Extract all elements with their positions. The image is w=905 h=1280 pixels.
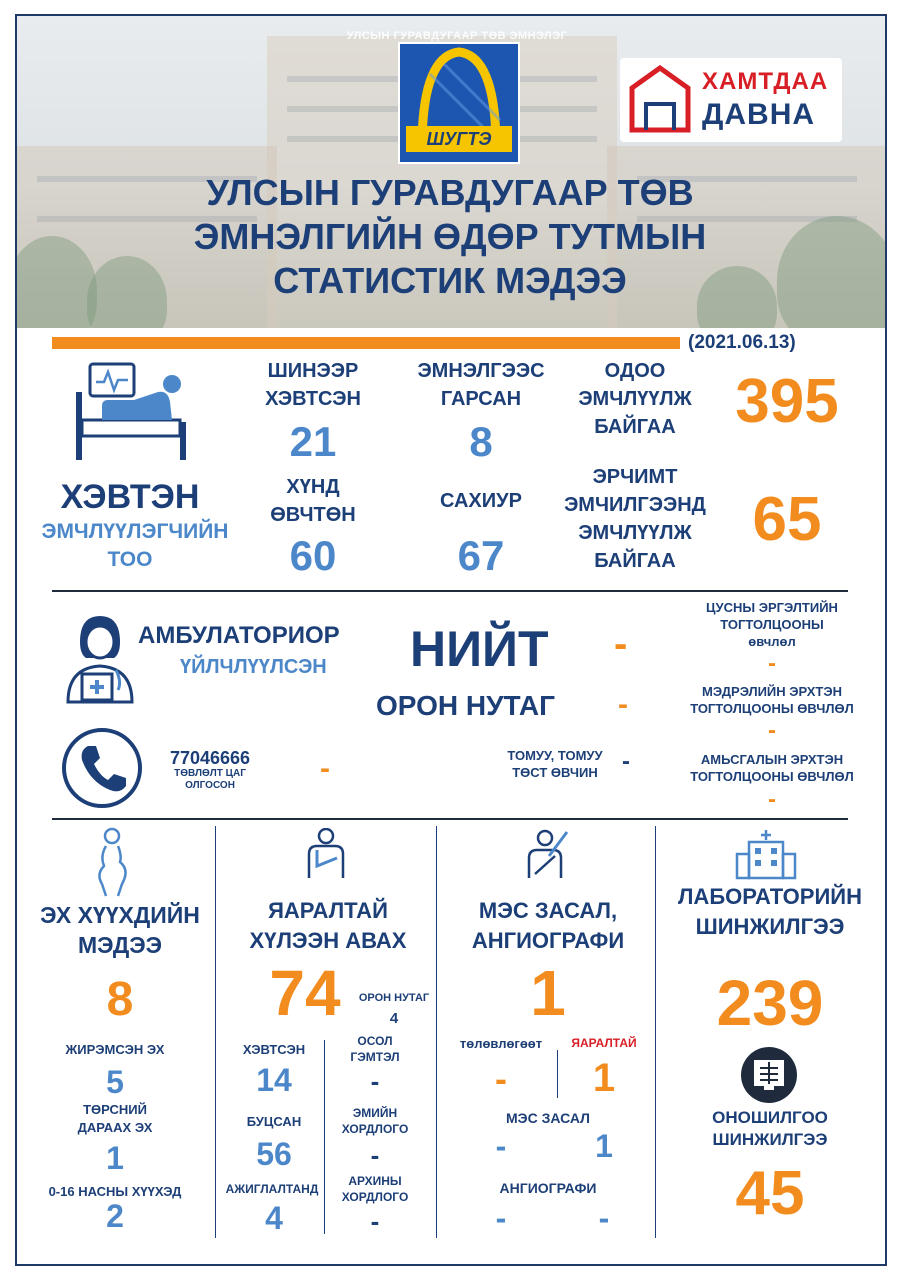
- doctor-icon: [60, 612, 140, 704]
- emergency-rural-label: ОРОН НУТАГ: [358, 992, 430, 1004]
- postnatal-value: 1: [106, 1140, 124, 1176]
- icu-label-1: ЭРЧИМТ: [592, 466, 678, 488]
- resp-value: -: [768, 786, 776, 813]
- icu-label-2: ЭМЧИЛГЭЭНД: [564, 494, 706, 516]
- surgery-total: 1: [530, 957, 566, 1029]
- discharged-value: 8: [469, 418, 493, 465]
- diag-label-1: ОНОШИЛГОО: [712, 1108, 828, 1127]
- diabetes-value: 67: [457, 532, 505, 579]
- hospital-logo: [398, 42, 520, 164]
- lab-title-2: ШИНЖИЛГЭЭ: [695, 914, 845, 939]
- rural-value: -: [618, 688, 628, 721]
- total-label: НИЙТ: [410, 621, 549, 677]
- surgery-title-2: АНГИОГРАФИ: [471, 928, 625, 953]
- inpatient-label: ХЭВТЭН: [60, 478, 200, 516]
- flu-label-1: ТОМУУ, ТОМУУ: [507, 748, 603, 763]
- postnatal-label-1: ТӨРСНИЙ: [83, 1102, 147, 1117]
- inpatient-sublabel-1: ЭМЧЛҮҮЛЭГЧИЙН: [41, 520, 229, 543]
- severe-value: 60: [289, 532, 337, 579]
- emergency-rural-value: 4: [389, 1010, 399, 1027]
- discharged-label-1: ЭМНЭЛГЭЭС: [417, 360, 545, 382]
- current-value: 395: [735, 367, 839, 436]
- severe-label-1: ХҮНД: [286, 476, 340, 498]
- phone-sublabel-1: ТӨВЛӨЛТ ЦАГ: [174, 768, 246, 779]
- angio-urgent-value: -: [598, 1200, 610, 1236]
- injury-value: -: [370, 1066, 380, 1096]
- drug-label-1: ЭМИЙН: [352, 1106, 398, 1120]
- urgent-value: 1: [592, 1056, 616, 1100]
- logo-text: ШУГТЭ: [406, 126, 512, 152]
- observation-value: 4: [265, 1200, 283, 1236]
- surgery-planned-value: -: [495, 1128, 507, 1164]
- resp-label-1: АМЬСГАЛЫН ЭРХТЭН: [700, 752, 844, 767]
- outpatient-label: АМБУЛАТОРИОР: [138, 622, 340, 649]
- total-value: -: [614, 622, 628, 666]
- new-admitted-label-2: ХЭВТСЭН: [265, 388, 361, 410]
- injury-label-1: ОСОЛ: [357, 1034, 393, 1048]
- divider-2: [52, 818, 848, 820]
- admitted-label: ХЭВТСЭН: [242, 1042, 306, 1057]
- planned-label: төлөвлөгөөт: [459, 1036, 543, 1051]
- partner-logo: [620, 58, 842, 142]
- building-sign: УЛСЫН ГУРАВДУГААР ТӨВ ЭМНЭЛЭГ: [346, 30, 568, 42]
- diag-label-2: ШИНЖИЛГЭЭ: [712, 1130, 828, 1149]
- hospital-building-icon: [735, 828, 797, 880]
- alcohol-label-1: АРХИНЫ: [348, 1174, 402, 1188]
- new-admitted-value: 21: [289, 418, 337, 465]
- drug-value: -: [370, 1140, 380, 1170]
- new-admitted-label-1: ШИНЭЭР: [267, 360, 359, 382]
- diabetes-label: САХИУР: [440, 490, 522, 512]
- inpatient-sublabel-2: ТОО: [107, 548, 153, 571]
- cardio-label-3: өвчлөл: [748, 634, 796, 649]
- phone-value: -: [320, 752, 330, 785]
- children-label: 0-16 НАСНЫ ХҮҮХЭД: [48, 1184, 182, 1199]
- injury-label-2: ГЭМТЭЛ: [350, 1050, 400, 1064]
- pregnant-label: ЖИРЭМСЭН ЭХ: [65, 1042, 165, 1057]
- partner-logo-top: ХАМТДАА: [702, 68, 829, 95]
- house-shield-icon: [628, 64, 692, 136]
- surgery-title-1: МЭС ЗАСАЛ,: [478, 898, 618, 923]
- resp-label-2: ТОГТОЛЦООНЫ ӨВЧЛӨЛ: [690, 769, 854, 784]
- flu-value: -: [622, 748, 630, 775]
- maternal-total: 8: [106, 973, 134, 1026]
- maternal-title-2: МЭДЭЭ: [77, 932, 163, 958]
- surgeon-icon: [525, 828, 569, 882]
- neuro-value: -: [768, 717, 776, 744]
- pregnant-woman-icon: [92, 826, 132, 898]
- admitted-value: 14: [256, 1062, 292, 1098]
- page-title-line-3: СТАТИСТИК МЭДЭЭ: [273, 260, 627, 301]
- maternal-title-1: ЭХ ХҮҮХДИЙН: [40, 902, 200, 928]
- rural-label: ОРОН НУТАГ: [376, 690, 555, 721]
- neuro-label-2: ТОГТОЛЦООНЫ ӨВЧЛӨЛ: [690, 701, 854, 716]
- angio-label: АНГИОГРАФИ: [499, 1180, 597, 1196]
- postnatal-label-2: ДАРААХ ЭХ: [77, 1120, 153, 1135]
- lab-value: 239: [716, 967, 824, 1039]
- diag-value: 45: [735, 1159, 805, 1228]
- emergency-title-2: ХҮЛЭЭН АВАХ: [249, 928, 407, 953]
- emergency-title-1: ЯАРАЛТАЙ: [268, 898, 388, 923]
- current-label-1: ОДОО: [604, 360, 666, 382]
- urgent-label: ЯАРАЛТАЙ: [571, 1036, 637, 1050]
- icu-label-4: БАЙГАА: [594, 550, 676, 572]
- lab-title-1: ЛАБОРАТОРИЙН: [678, 884, 862, 909]
- flu-label-2: ТӨСТ ӨВЧИН: [512, 765, 598, 780]
- partner-logo-bottom: ДАВНА: [702, 98, 816, 131]
- outpatient-sublabel: ҮЙЛЧЛҮҮЛСЭН: [180, 656, 327, 678]
- current-label-2: ЭМЧЛҮҮЛЖ: [578, 388, 692, 410]
- icu-label-3: ЭМЧЛҮҮЛЖ: [578, 522, 692, 544]
- alcohol-label-2: ХОРДЛОГО: [341, 1190, 409, 1204]
- injured-arm-icon: [303, 828, 349, 880]
- drug-label-2: ХОРДЛОГО: [341, 1122, 409, 1136]
- hospital-bed-icon: [72, 362, 192, 462]
- pregnant-value: 5: [106, 1064, 124, 1100]
- emergency-inner-divider: [324, 1040, 325, 1234]
- phone-icon: [60, 726, 144, 810]
- discharged-label-2: ГАРСАН: [440, 388, 522, 410]
- icu-value: 65: [752, 485, 822, 554]
- column-divider-2: [436, 826, 437, 1238]
- angio-planned-value: -: [495, 1200, 507, 1236]
- neuro-label-1: МЭДРЭЛИЙН ЭРХТЭН: [702, 684, 842, 699]
- xray-icon: [740, 1046, 798, 1104]
- phone-sublabel-2: ОЛГОСОН: [185, 780, 235, 791]
- observation-label: АЖИГЛАЛТАНД: [225, 1182, 319, 1196]
- page-title-line-2: ЭМНЭЛГИЙН ӨДӨР ТУТМЫН: [193, 216, 707, 257]
- cardio-value: -: [768, 650, 776, 677]
- severe-label-2: ӨВЧТӨН: [270, 504, 356, 526]
- phone-number: 77046666: [169, 748, 251, 768]
- alcohol-value: -: [370, 1206, 380, 1236]
- returned-label: БУЦСАН: [246, 1114, 302, 1129]
- column-divider-3: [655, 826, 656, 1238]
- cardio-label-2: ТОГТОЛЦООНЫ: [720, 617, 824, 632]
- returned-value: 56: [256, 1136, 292, 1172]
- cardio-label-1: ЦУСНЫ ЭРГЭЛТИЙН: [706, 600, 838, 615]
- emergency-total: 74: [269, 957, 341, 1029]
- current-label-3: БАЙГАА: [594, 416, 676, 438]
- divider-1: [52, 590, 848, 592]
- section-bar: [52, 337, 680, 349]
- children-value: 2: [106, 1198, 124, 1234]
- page-title-line-1: УЛСЫН ГУРАВДУГААР ТӨВ: [206, 172, 694, 213]
- report-date: (2021.06.13): [688, 332, 796, 353]
- surgery-urgent-value: 1: [595, 1128, 613, 1164]
- surgery-label: МЭС ЗАСАЛ: [505, 1110, 591, 1126]
- column-divider-1: [215, 826, 216, 1238]
- planned-value: -: [495, 1058, 507, 1099]
